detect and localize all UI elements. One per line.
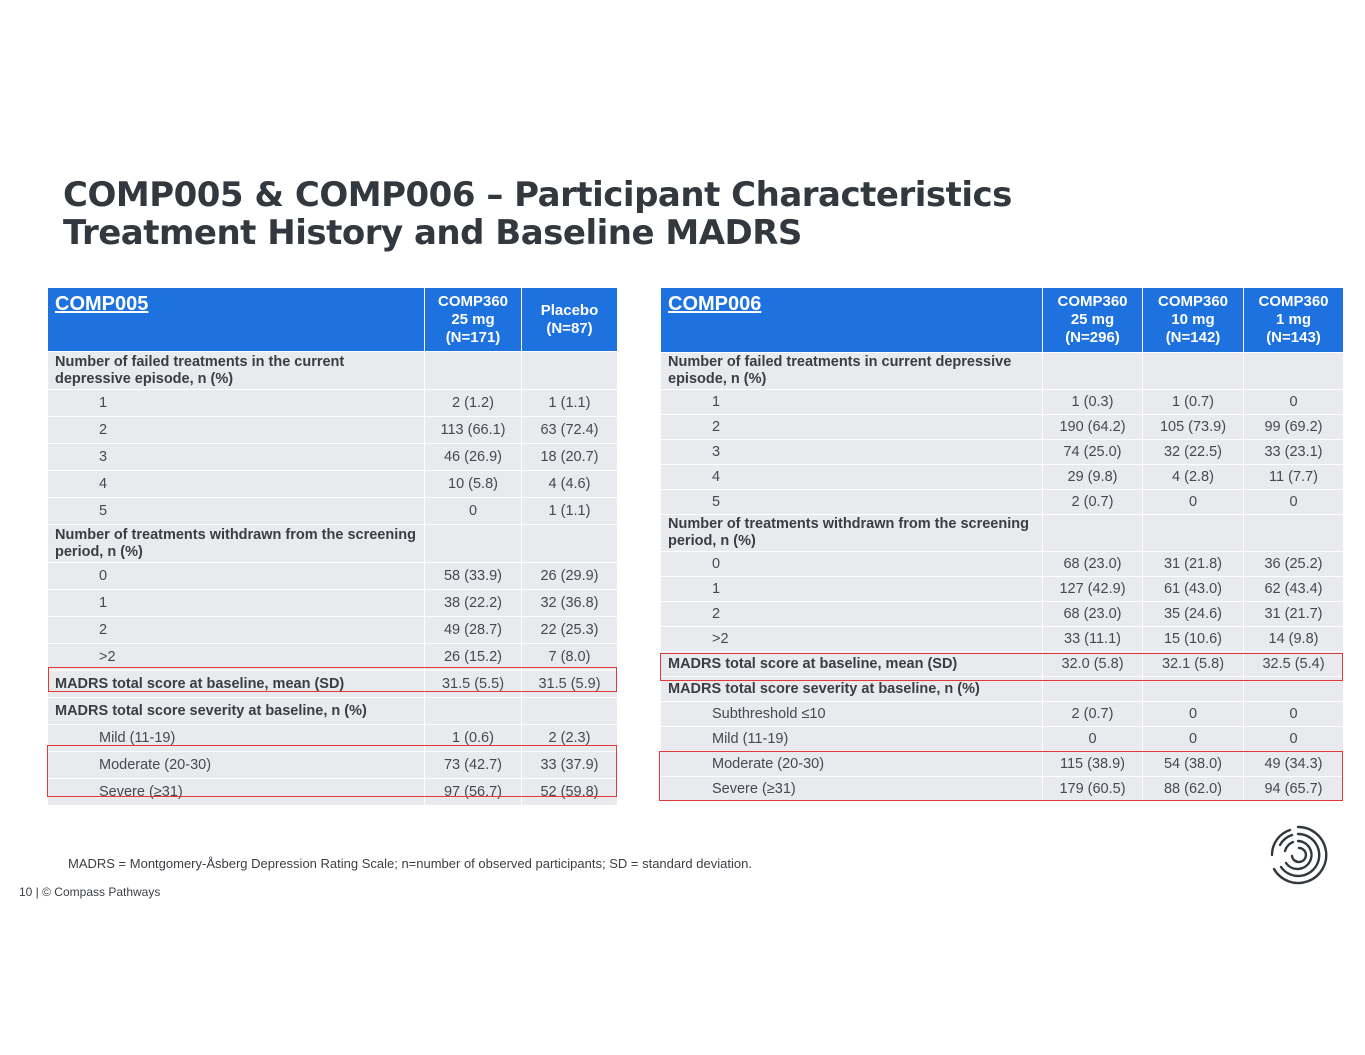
madrs-mean-row: MADRS total score at baseline, mean (SD) 32.0 (5.8) 32.1 (5.8) 32.5 (5.4)	[661, 652, 1344, 677]
study-heading: COMP005	[48, 288, 425, 352]
table-row: 3 74 (25.0) 32 (22.5) 33 (23.1)	[661, 440, 1344, 465]
table-row: 4 29 (9.8) 4 (2.8) 11 (7.7)	[661, 465, 1344, 490]
table-row: 5 2 (0.7) 0 0	[661, 490, 1344, 515]
table-row: Severe (≥31) 97 (56.7) 52 (59.8)	[48, 779, 618, 806]
column-header: COMP360 25 mg (N=296)	[1043, 288, 1143, 353]
title-line-2: Treatment History and Baseline MADRS	[63, 213, 802, 253]
table-row: 1 38 (22.2) 32 (36.8)	[48, 590, 618, 617]
table-row: 1 127 (42.9) 61 (43.0) 62 (43.4)	[661, 577, 1344, 602]
table-row: 1 2 (1.2) 1 (1.1)	[48, 390, 618, 417]
footnote: MADRS = Montgomery-Åsberg Depression Rating Scale; n=number of observed participants; SD = standard deviation.	[68, 856, 752, 871]
compass-pathways-logo-icon	[1268, 825, 1328, 885]
section-row	[661, 353, 1344, 390]
comp005-table	[47, 287, 618, 806]
table-row: 2 68 (23.0) 35 (24.6) 31 (21.7)	[661, 602, 1344, 627]
study-heading: COMP006	[661, 288, 1043, 353]
column-header: COMP360 25 mg (N=171)	[425, 288, 522, 352]
section-row	[48, 698, 618, 725]
table-row: 2 190 (64.2) 105 (73.9) 99 (69.2)	[661, 415, 1344, 440]
section-row	[661, 515, 1344, 552]
section-row	[48, 525, 618, 563]
table-header-row	[661, 288, 1344, 353]
section-row	[661, 677, 1344, 702]
section-heading: MADRS total score severity at baseline, n (%)	[48, 698, 425, 725]
table-row: Mild (11-19) 0 0 0	[661, 727, 1344, 752]
table-row: >2 26 (15.2) 7 (8.0)	[48, 644, 618, 671]
table-row: 0 58 (33.9) 26 (29.9)	[48, 563, 618, 590]
column-header: Placebo (N=87)	[522, 288, 618, 352]
section-heading: Number of treatments withdrawn from the screening period, n (%)	[661, 515, 1043, 552]
table-row: Moderate (20-30) 73 (42.7) 33 (37.9)	[48, 752, 618, 779]
table-header-row	[48, 288, 618, 352]
table-row: 1 1 (0.3) 1 (0.7) 0	[661, 390, 1344, 415]
table-row: 5 0 1 (1.1)	[48, 498, 618, 525]
table-row: 4 10 (5.8) 4 (4.6)	[48, 471, 618, 498]
table-row: Mild (11-19) 1 (0.6) 2 (2.3)	[48, 725, 618, 752]
section-heading: Number of failed treatments in the current depressive episode, n (%)	[48, 352, 425, 390]
section-heading: MADRS total score severity at baseline, n (%)	[661, 677, 1043, 702]
table-row: 2 49 (28.7) 22 (25.3)	[48, 617, 618, 644]
table-row: Moderate (20-30) 115 (38.9) 54 (38.0) 49 (34.3)	[661, 752, 1344, 777]
table-row: 2 113 (66.1) 63 (72.4)	[48, 417, 618, 444]
column-header: COMP360 10 mg (N=142)	[1143, 288, 1244, 353]
comp006-table	[660, 287, 1344, 802]
page-footer: 10 | © Compass Pathways	[19, 885, 161, 899]
section-heading: Number of failed treatments in current depressive episode, n (%)	[661, 353, 1043, 390]
section-heading: Number of treatments withdrawn from the screening period, n (%)	[48, 525, 425, 563]
column-header: COMP360 1 mg (N=143)	[1244, 288, 1344, 353]
madrs-mean-row: MADRS total score at baseline, mean (SD) 31.5 (5.5) 31.5 (5.9)	[48, 671, 618, 698]
table-row: Subthreshold ≤10 2 (0.7) 0 0	[661, 702, 1344, 727]
table-row: >2 33 (11.1) 15 (10.6) 14 (9.8)	[661, 627, 1344, 652]
page-title	[63, 176, 1063, 252]
table-row: 3 46 (26.9) 18 (20.7)	[48, 444, 618, 471]
title-line-1: COMP005 & COMP006 – Participant Characteristics	[63, 175, 1012, 215]
section-row	[48, 352, 618, 390]
table-row: 0 68 (23.0) 31 (21.8) 36 (25.2)	[661, 552, 1344, 577]
table-row: Severe (≥31) 179 (60.5) 88 (62.0) 94 (65.7)	[661, 777, 1344, 802]
